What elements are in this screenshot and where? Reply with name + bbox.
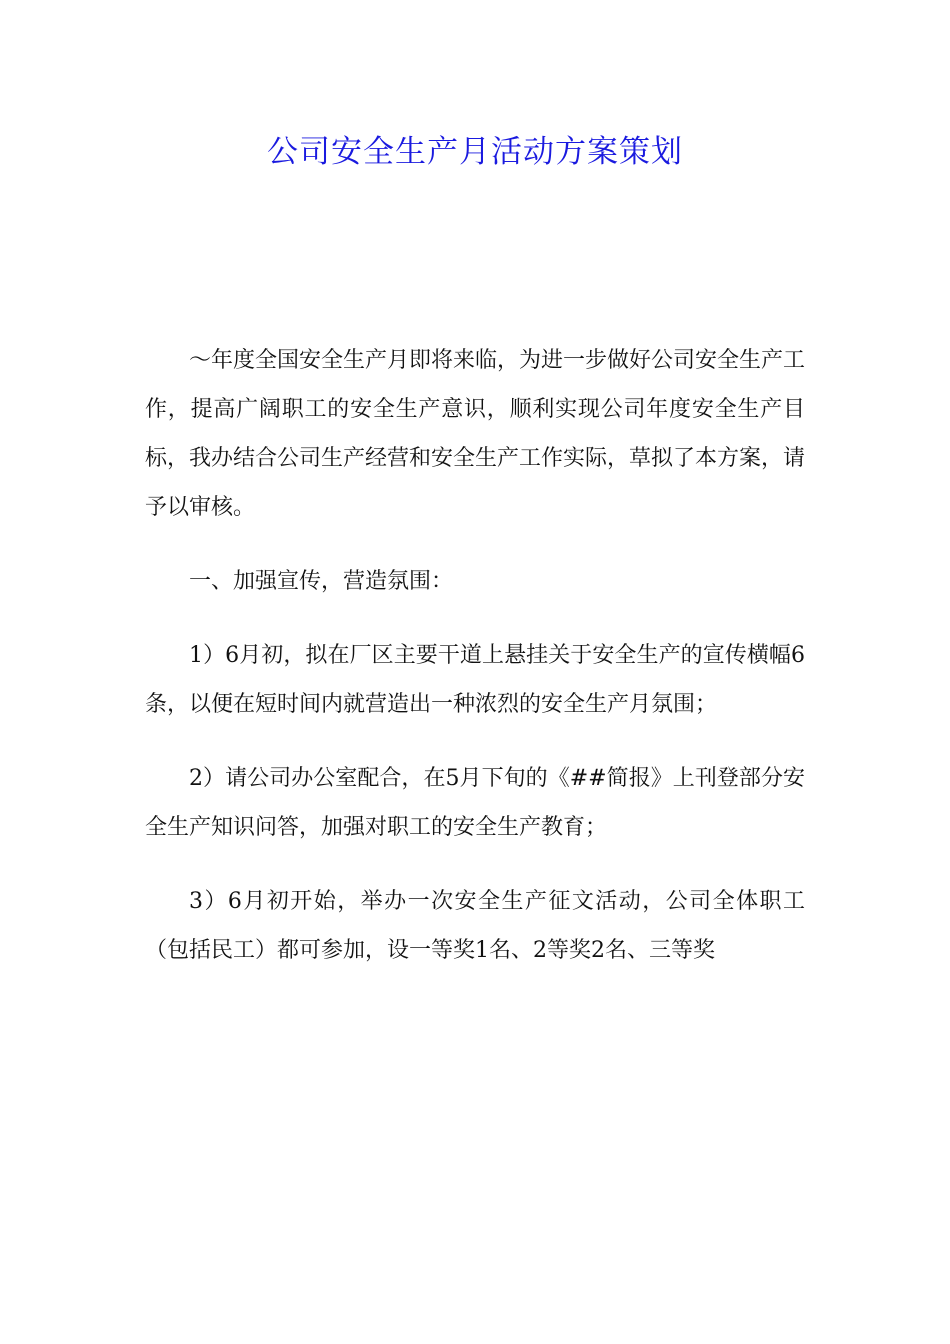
paragraph-section-heading: 一、加强宣传，营造氛围： — [189, 569, 454, 594]
document-body — [145, 336, 805, 1000]
paragraph-item-3: 3）6月初开始，举办一次安全生产征文活动，公司全体职工（包括民工）都可参加，设一等奖1名、2等奖2名、三等奖 — [145, 889, 805, 963]
paragraph-item-2: 2）请公司办公室配合，在5月下旬的《##简报》上刊登部分安全生产知识问答，加强对职工的安全生产教育； — [145, 766, 805, 840]
paragraph-intro: ～年度全国安全生产月即将来临，为进一步做好公司安全生产工作，提高广阔职工的安全生产意识，顺利实现公司年度安全生产目标，我办结合公司生产经营和安全生产工作实际，草拟了本方案，请予以审核。 — [145, 348, 806, 520]
document-title: 公司安全生产月活动方案策划 — [267, 134, 683, 170]
paragraph-item-1: 1）6月初，拟在厂区主要干道上悬挂关于安全生产的宣传横幅6条，以便在短时间内就营造出一种浓烈的安全生产月氛围； — [145, 643, 805, 717]
